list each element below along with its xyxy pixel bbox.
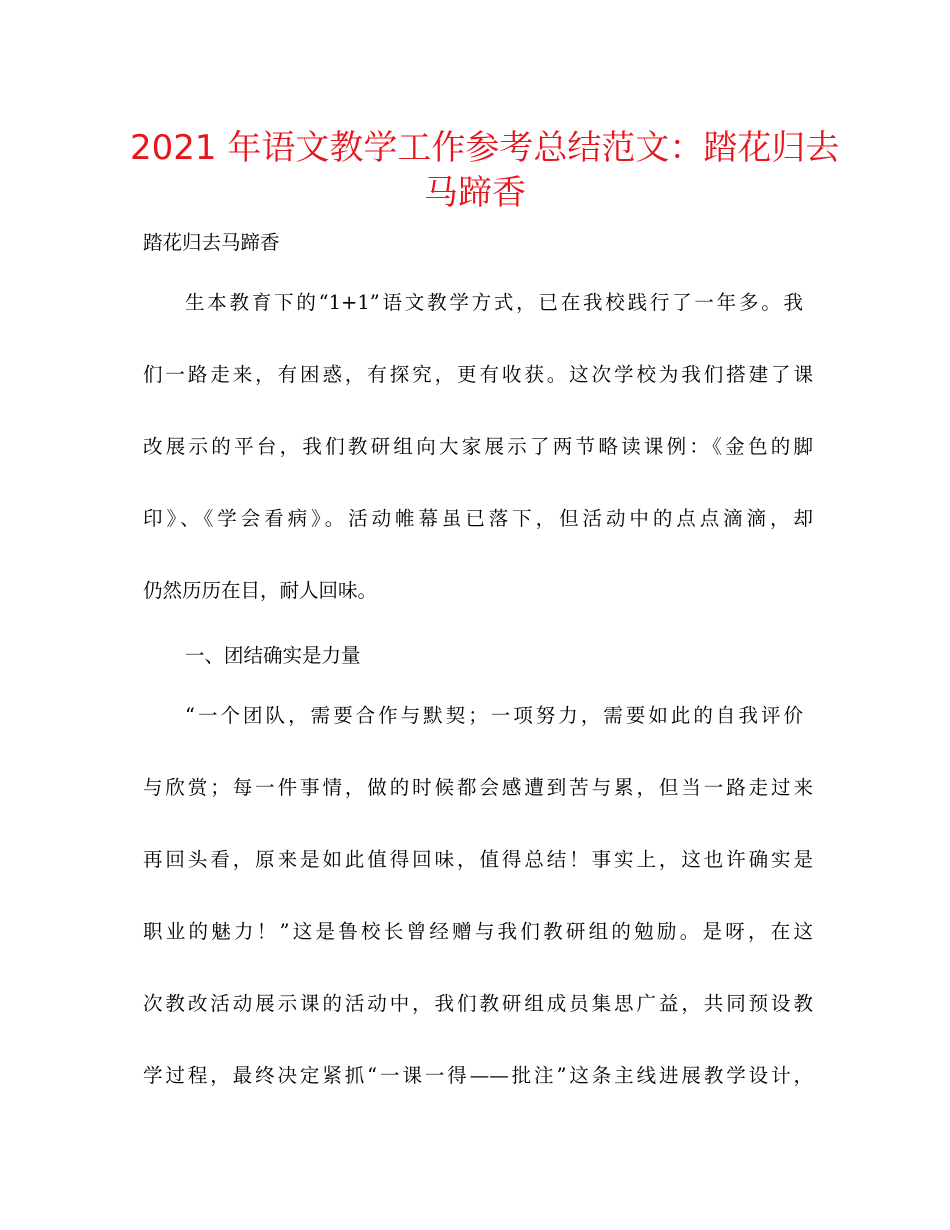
paragraph-1-line-5: 仍然历历在目，耐人回味。	[143, 579, 378, 602]
paragraph-2-line-2: 与欣赏；每一件事情，做的时候都会感遭到苦与累，但当一路走过来	[143, 776, 813, 799]
paragraph-2-line-5: 次教改活动展示课的活动中，我们教研组成员集思广益，共同预设教	[143, 992, 813, 1015]
paragraph-2-line-4: 职业的魅力！”这是鲁校长曾经赠与我们教研组的勉励。是呀，在这	[143, 920, 813, 943]
document-title-line-2: 马蹄香	[424, 173, 526, 213]
paragraph-2-line-3: 再回头看，原来是如此值得回味，值得总结！事实上，这也许确实是	[143, 848, 813, 871]
paragraph-1-line-1: 生本教育下的“1+1”语文教学方式，已在我校践行了一年多。我	[185, 291, 803, 314]
paragraph-1-line-4: 印》、《学会看病》。活动帷幕虽已落下，但活动中的点点滴滴，却	[143, 507, 813, 530]
paragraph-2-line-1: “一个团队，需要合作与默契；一项努力，需要如此的自我评价	[185, 704, 803, 727]
document-subtitle: 踏花归去马蹄香	[143, 231, 280, 254]
paragraph-2-line-6: 学过程，最终决定紧抓“一课一得——批注”这条主线进展教学设计，	[143, 1064, 813, 1087]
section-heading-1: 一、团结确实是力量	[185, 644, 361, 667]
paragraph-1-line-3: 改展示的平台，我们教研组向大家展示了两节略读课例：《金色的脚	[143, 435, 813, 458]
paragraph-1-line-2: 们一路走来，有困惑，有探究，更有收获。这次学校为我们搭建了课	[143, 363, 813, 386]
document-title-line-1: 2021 年语文教学工作参考总结范文：踏花归去	[130, 128, 840, 168]
